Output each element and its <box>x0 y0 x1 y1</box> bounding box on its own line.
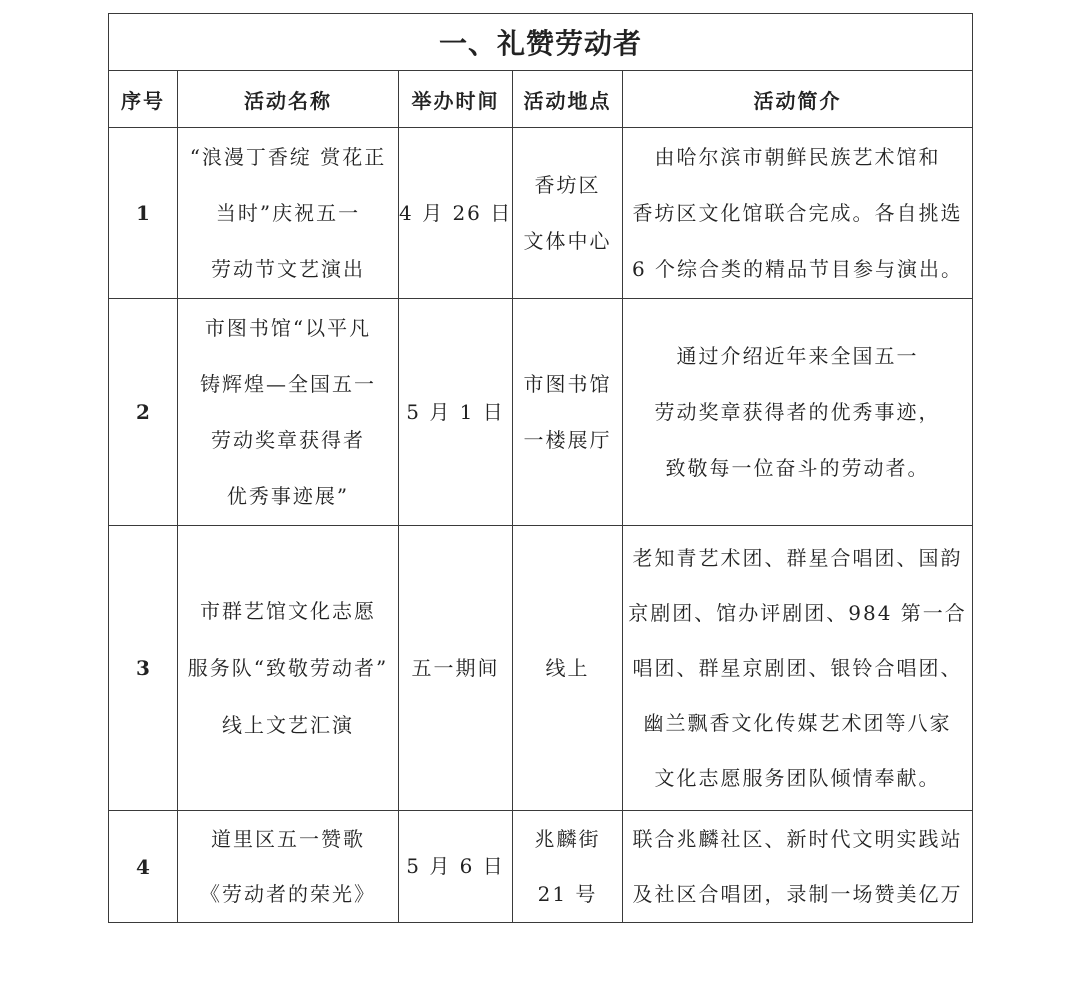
name-line: “浪漫丁香绽 赏花正 <box>189 145 387 169</box>
time-line: 五一期间 <box>411 655 500 680</box>
name-line: 道里区五一赞歌 <box>211 826 365 851</box>
name-line: 铸辉煌—全国五一 <box>200 372 376 396</box>
place-line: 21 号 <box>537 881 598 906</box>
row-name <box>178 526 399 811</box>
row-index: 3 <box>109 526 178 811</box>
header-name: 活动名称 <box>178 71 399 128</box>
intro-line: 6 个综合类的精品节目参与演出。 <box>631 257 964 281</box>
name-line: 服务队“致敬劳动者” <box>187 655 389 680</box>
row-name <box>178 299 399 526</box>
table-row <box>109 299 973 526</box>
time-line: 5 月 1 日 <box>406 400 505 424</box>
intro-line: 幽兰飘香文化传媒艺术团等八家 <box>643 710 952 735</box>
header-place: 活动地点 <box>513 71 623 128</box>
title-row <box>109 14 973 71</box>
header-index: 序号 <box>109 71 178 128</box>
name-line: 《劳动者的荣光》 <box>200 881 376 906</box>
row-intro <box>623 128 973 299</box>
header-row <box>109 71 973 128</box>
row-time <box>399 299 513 526</box>
intro-line: 联合兆麟社区、新时代文明实践站 <box>632 826 963 851</box>
row-place <box>513 128 623 299</box>
table-row <box>109 128 973 299</box>
intro-line: 致敬每一位奋斗的劳动者。 <box>665 456 930 480</box>
place-line: 一楼展厅 <box>523 428 612 452</box>
name-line: 线上文艺汇演 <box>222 712 354 737</box>
row-intro <box>623 526 973 811</box>
intro-line: 老知青艺术团、群星合唱团、国韵 <box>632 545 963 570</box>
row-index: 4 <box>109 811 178 923</box>
place-line: 香坊区 <box>534 173 601 197</box>
place-line: 线上 <box>545 655 590 680</box>
name-line: 市群艺馆文化志愿 <box>200 598 376 623</box>
table-title: 一、礼赞劳动者 <box>109 14 973 71</box>
activity-table <box>108 13 973 923</box>
header-intro: 活动简介 <box>623 71 973 128</box>
row-time <box>399 811 513 923</box>
place-line: 市图书馆 <box>523 372 612 396</box>
intro-line: 文化志愿服务团队倾情奉献。 <box>654 765 941 790</box>
row-intro <box>623 811 973 923</box>
place-line: 兆麟街 <box>534 826 601 851</box>
row-place <box>513 299 623 526</box>
row-index: 2 <box>109 299 178 526</box>
name-line: 市图书馆“以平凡 <box>204 316 372 340</box>
time-line: 4 月 26 日 <box>399 201 513 225</box>
row-time <box>399 128 513 299</box>
name-line: 优秀事迹展” <box>226 484 350 508</box>
intro-line: 由哈尔滨市朝鲜民族艺术馆和 <box>654 145 941 169</box>
intro-line: 京剧团、馆办评剧团、984 第一合 <box>628 600 967 625</box>
intro-line: 劳动奖章获得者的优秀事迹， <box>654 400 941 424</box>
place-line: 文体中心 <box>523 229 612 253</box>
row-name <box>178 811 399 923</box>
header-time: 举办时间 <box>399 71 513 128</box>
name-line: 劳动奖章获得者 <box>211 428 365 452</box>
row-intro <box>623 299 973 526</box>
intro-line: 香坊区文化馆联合完成。各自挑选 <box>632 201 963 225</box>
row-place <box>513 526 623 811</box>
row-place <box>513 811 623 923</box>
row-index: 1 <box>109 128 178 299</box>
name-line: 劳动节文艺演出 <box>211 257 365 281</box>
time-line: 5 月 6 日 <box>406 854 505 878</box>
row-name <box>178 128 399 299</box>
table-row <box>109 526 973 811</box>
row-time <box>399 526 513 811</box>
table-row <box>109 811 973 923</box>
intro-line: 唱团、群星京剧团、银铃合唱团、 <box>632 655 963 680</box>
intro-line: 及社区合唱团，录制一场赞美亿万 <box>632 881 963 906</box>
intro-line: 通过介绍近年来全国五一 <box>676 344 919 368</box>
name-line: 当时”庆祝五一 <box>215 201 361 225</box>
